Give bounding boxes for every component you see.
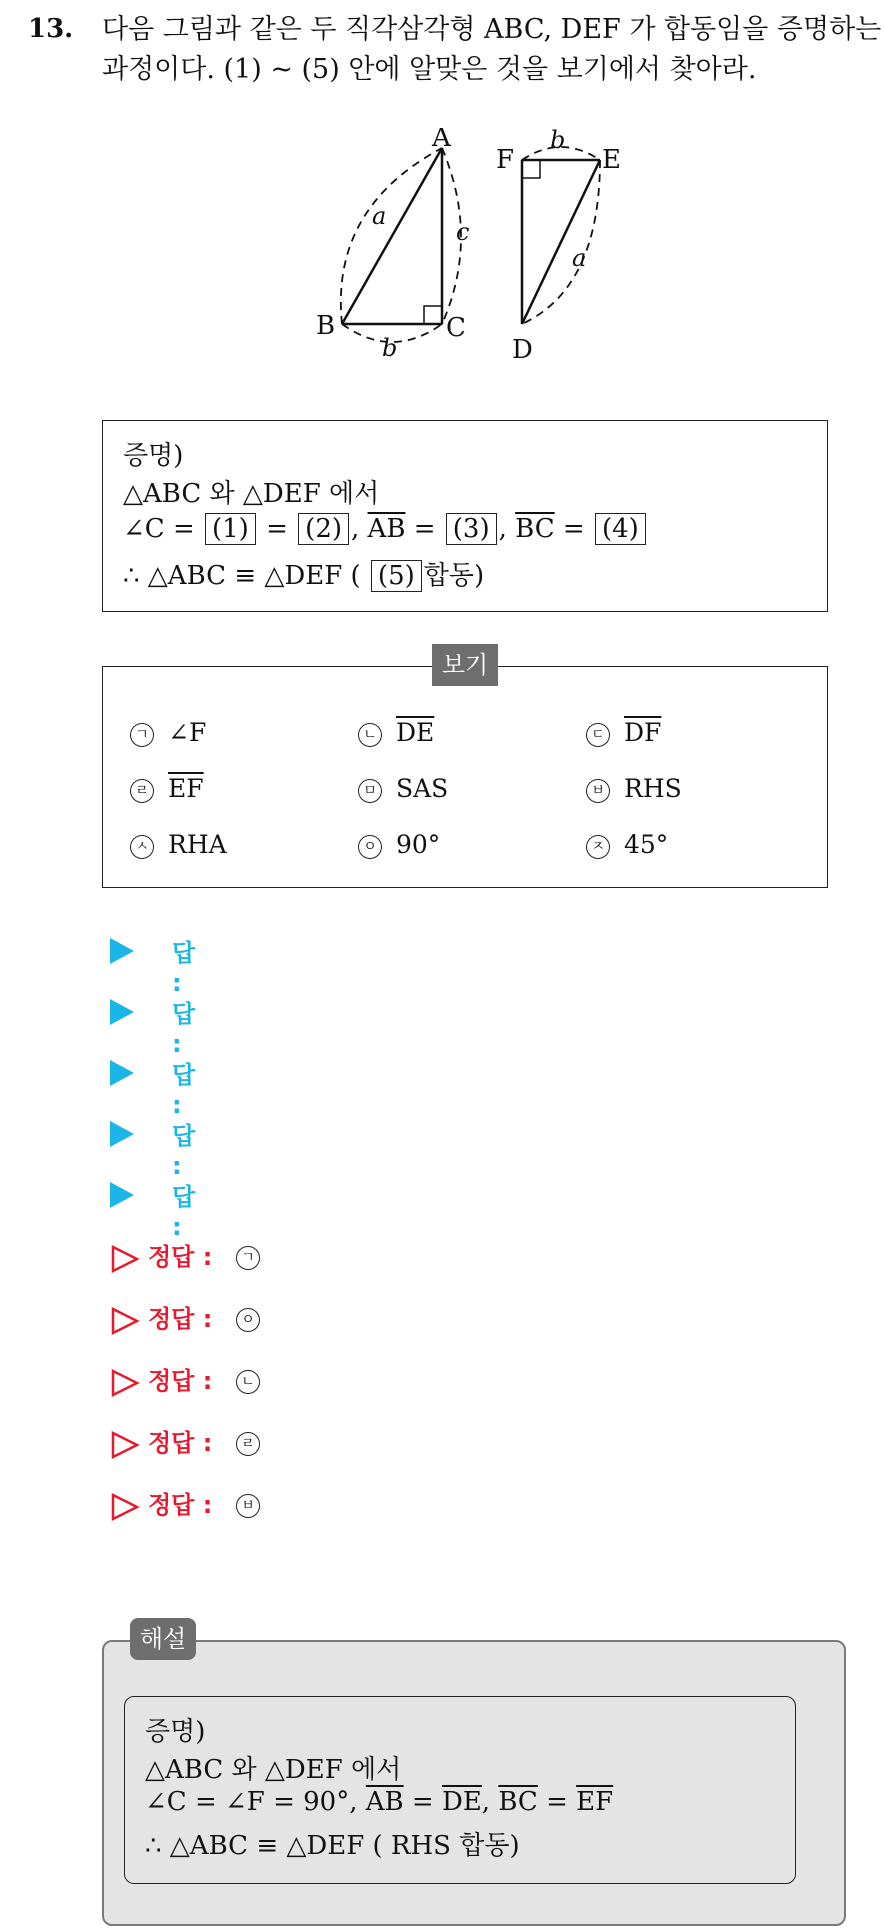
choice-text: SAS xyxy=(396,774,449,803)
solution-conclusion: ∴ △ABC ≡ △DEF ( RHS 합동) xyxy=(145,1831,520,1861)
answer-key-row-2 xyxy=(110,1305,255,1346)
proof-box xyxy=(102,420,828,612)
segment-bc: $\overline{BC}$ xyxy=(515,514,555,544)
answer-label: 답 : xyxy=(172,1122,196,1180)
proof-triangles: △ABC 와 △DEF 에서 xyxy=(123,479,380,509)
answer-label: 답 : xyxy=(172,1000,196,1058)
congruence-word: 합동) xyxy=(423,561,485,591)
play-triangle-icon xyxy=(110,1182,134,1208)
answer-key-value: ㄱ xyxy=(236,1246,260,1270)
outline-triangle-icon xyxy=(110,1430,140,1460)
answer-row-1[interactable] xyxy=(110,938,196,997)
answer-key-label: 정답 : xyxy=(148,1429,213,1457)
question-line-2: 과정이다. (1) ~ (5) 안에 알맞은 것을 보기에서 찾아라. xyxy=(102,54,757,85)
right-angle-f xyxy=(522,160,540,178)
choice-text: $\overline{DE}$ xyxy=(396,718,435,747)
segment-ab: $\overline{AB}$ xyxy=(367,514,406,544)
choice-text: $\overline{DF}$ xyxy=(624,718,662,747)
answer-key-value: ㅇ xyxy=(236,1308,260,1332)
point-b: B xyxy=(316,311,336,341)
equals-1: = xyxy=(257,514,297,544)
comma-1: , xyxy=(351,514,368,544)
choice-mark: ㄱ xyxy=(130,723,154,747)
label-side-a-abc: a xyxy=(372,202,387,230)
answer-key-label: 정답 : xyxy=(148,1243,213,1271)
proof-conditions xyxy=(123,513,648,545)
choice-mark: ㅇ xyxy=(358,835,382,859)
question-line-1: 다음 그림과 같은 두 직각삼각형 ABC, DEF 가 합동임을 증명하는 xyxy=(102,14,882,45)
choice-item[interactable] xyxy=(130,830,227,859)
answer-key-label: 정답 : xyxy=(148,1491,213,1519)
answer-key-label: 정답 : xyxy=(148,1305,213,1333)
blank-2[interactable]: (2) xyxy=(298,513,349,545)
label-side-b-abc: b xyxy=(382,334,398,362)
choice-item[interactable] xyxy=(586,774,682,803)
blank-1[interactable]: (1) xyxy=(205,513,256,545)
side-ab xyxy=(342,148,442,324)
outline-triangle-icon xyxy=(110,1244,140,1274)
choice-mark: ㄷ xyxy=(586,723,610,747)
choice-mark: ㅅ xyxy=(130,835,154,859)
solution-title: 해설 xyxy=(130,1618,196,1660)
point-c: C xyxy=(446,313,466,343)
answer-key-row-1 xyxy=(110,1243,255,1284)
label-side-b-def: b xyxy=(550,128,566,154)
answer-key-value: ㅂ xyxy=(236,1494,260,1518)
answer-key-row-4 xyxy=(110,1429,255,1470)
choice-item[interactable] xyxy=(130,774,204,803)
answer-row-3[interactable] xyxy=(110,1060,196,1119)
choice-mark: ㅈ xyxy=(586,835,610,859)
choice-item[interactable] xyxy=(358,718,434,747)
answer-row-4[interactable] xyxy=(110,1121,196,1180)
label-side-c-abc: c xyxy=(456,218,470,246)
choice-item[interactable] xyxy=(586,830,668,859)
answer-key-label: 정답 : xyxy=(148,1367,213,1395)
answer-key-row-3 xyxy=(110,1367,255,1408)
solution-conditions xyxy=(145,1787,613,1817)
segment-ab: $\overline{AB}$ xyxy=(365,1787,404,1817)
play-triangle-icon xyxy=(110,1121,134,1147)
outline-triangle-icon xyxy=(110,1492,140,1522)
answer-key-value: ㄴ xyxy=(236,1370,260,1394)
comma: , xyxy=(481,1787,499,1817)
equals-1: = xyxy=(403,1787,442,1817)
right-angle-c xyxy=(424,306,442,324)
answer-row-2[interactable] xyxy=(110,999,196,1058)
choice-text: ∠F xyxy=(168,718,207,747)
answer-row-5[interactable] xyxy=(110,1182,196,1241)
choice-item[interactable] xyxy=(358,774,448,803)
solution-angles: ∠C = ∠F = 90°, xyxy=(145,1787,366,1817)
point-f: F xyxy=(496,145,515,175)
equals-2: = xyxy=(537,1787,577,1817)
blank-3[interactable]: (3) xyxy=(446,513,497,545)
comma-2: , xyxy=(498,514,516,544)
choice-item[interactable] xyxy=(130,718,206,747)
choice-mark: ㄴ xyxy=(358,723,382,747)
choice-text: 45° xyxy=(624,830,669,859)
answer-key-row-5 xyxy=(110,1491,255,1532)
segment-de: $\overline{DE}$ xyxy=(441,1787,482,1817)
segment-ef: $\overline{EF}$ xyxy=(576,1787,614,1817)
equals-3: = xyxy=(554,514,593,544)
conclusion-text: ∴ △ABC ≡ △DEF ( xyxy=(123,561,369,591)
answer-key-value: ㄹ xyxy=(236,1432,260,1456)
equals-2: = xyxy=(405,514,444,544)
point-d: D xyxy=(512,335,533,365)
choice-mark: ㅁ xyxy=(358,779,382,803)
choice-text: RHS xyxy=(624,774,682,803)
choices-title: 보기 xyxy=(432,644,498,686)
choice-mark: ㄹ xyxy=(130,779,154,803)
question-number: 13. xyxy=(28,14,74,44)
triangle-figure xyxy=(310,128,650,368)
question-text xyxy=(102,10,882,90)
outline-triangle-icon xyxy=(110,1368,140,1398)
choice-text: RHA xyxy=(168,830,227,859)
play-triangle-icon xyxy=(110,999,134,1025)
play-triangle-icon xyxy=(110,938,134,964)
answer-label: 답 : xyxy=(172,1183,196,1241)
point-e: E xyxy=(602,145,621,175)
point-a: A xyxy=(432,128,451,153)
choice-mark: ㅂ xyxy=(586,779,610,803)
segment-bc: $\overline{BC}$ xyxy=(498,1787,538,1817)
proof-heading: 증명) xyxy=(123,441,184,471)
triangle-diagram xyxy=(310,128,650,368)
solution-heading: 증명) xyxy=(145,1717,206,1747)
choice-text: $\overline{EF}$ xyxy=(168,774,204,803)
play-triangle-icon xyxy=(110,1060,134,1086)
side-de xyxy=(522,160,600,324)
blank-4[interactable]: (4) xyxy=(595,513,646,545)
label-side-a-def: a xyxy=(572,244,587,272)
choice-text: 90° xyxy=(396,830,441,859)
proof-conclusion xyxy=(123,555,484,592)
outline-triangle-icon xyxy=(110,1306,140,1336)
answer-label: 답 : xyxy=(172,939,196,997)
solution-triangles: △ABC 와 △DEF 에서 xyxy=(145,1755,402,1785)
choice-item[interactable] xyxy=(586,718,661,747)
blank-5[interactable]: (5) xyxy=(371,560,422,592)
solution-box xyxy=(124,1696,796,1884)
choice-item[interactable] xyxy=(358,830,440,859)
angle-c-text: ∠C = xyxy=(123,514,203,544)
answer-label: 답 : xyxy=(172,1061,196,1119)
